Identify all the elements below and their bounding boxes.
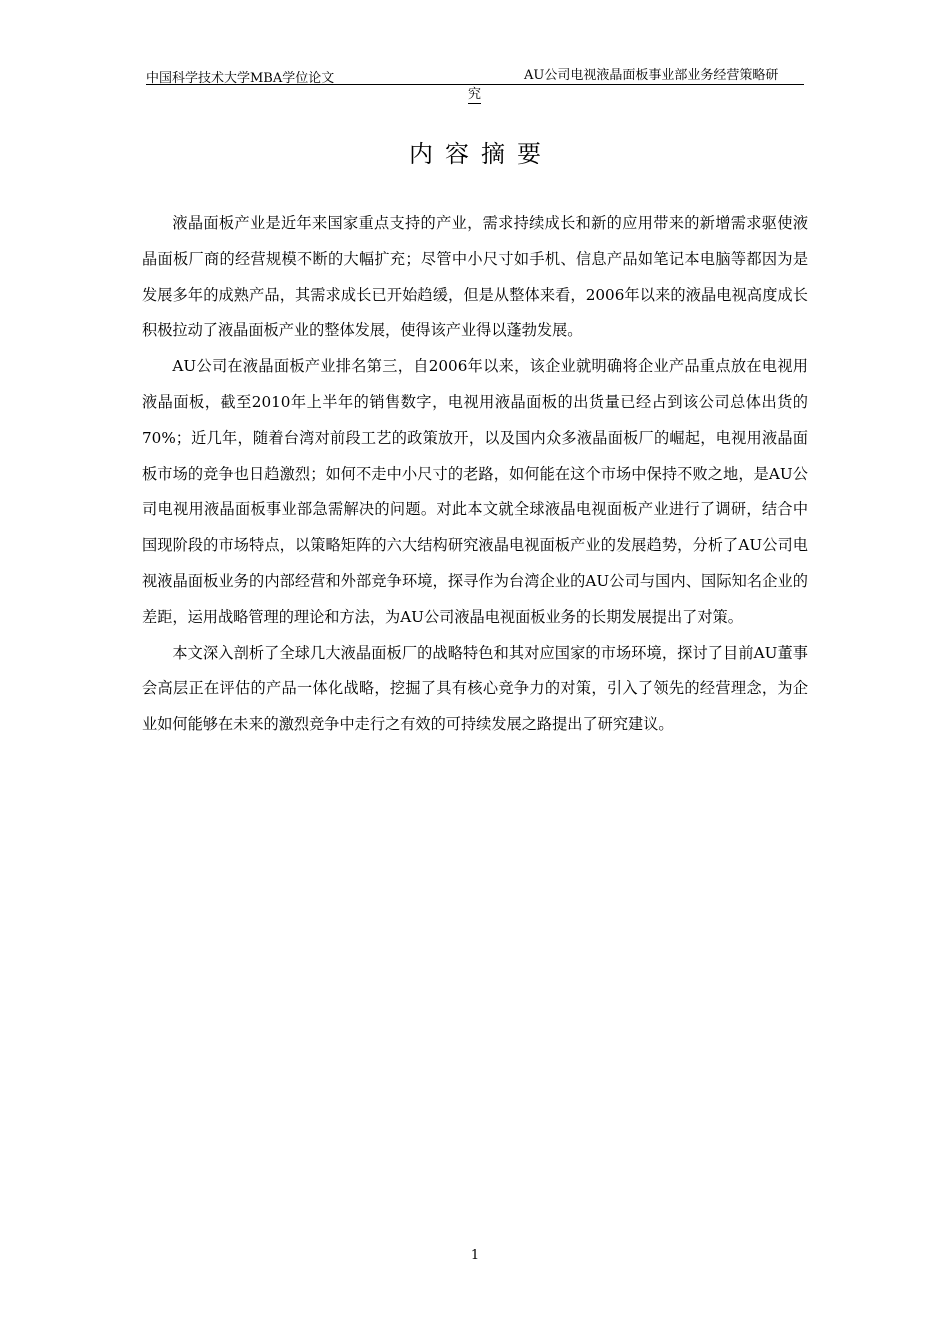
page-number: 1 (470, 1248, 480, 1263)
header-thesis-label: 中国科学技术大学MBA学位论文 (146, 71, 335, 86)
header-thesis-title-continued: 究 (468, 87, 482, 102)
header-thesis-title: AU公司电视液晶面板事业部业务经营策略研 (524, 68, 779, 83)
page-title: 内容摘要 (409, 140, 553, 168)
header-rule (146, 84, 804, 85)
running-header (146, 67, 806, 107)
abstract-paragraph: 液晶面板产业是近年来国家重点支持的产业，需求持续成长和新的应用带来的新增需求驱使液晶面板厂商的经营规模不断的大幅扩充；尽管中小尺寸如手机、信息产品如笔记本电脑等都因为是发展多年的成熟产品，其需求成长已开始趋缓，但是从整体来看，2006年以来的液晶电视高度成长积极拉动了液晶面板产业的整体发展，使得该产业得以蓬勃发展。 (142, 214, 808, 340)
abstract-body (142, 206, 808, 743)
abstract-paragraph: 本文深入剖析了全球几大液晶面板厂的战略特色和其对应国家的市场环境，探讨了目前AU董事会高层正在评估的产品一体化战略，挖掘了具有核心竞争力的对策，引入了领先的经营理念，为企业如何能够在未来的激烈竞争中走行之有效的可持续发展之路提出了研究建议。 (142, 643, 808, 734)
abstract-paragraph: AU公司在液晶面板产业排名第三，自2006年以来，该企业就明确将企业产品重点放在电视用液晶面板，截至2010年上半年的销售数字，电视用液晶面板的出货量已经占到该公司总体出货的70%；近几年，随着台湾对前段工艺的政策放开，以及国内众多液晶面板厂的崛起，电视用液晶面板市场的竞争也日趋激烈；如何不走中小尺寸的老路，如何能在这个市场中保持不败之地，是AU公司电视用液晶面板事业部急需解决的问题。对此本文就全球液晶电视面板产业进行了调研，结合中国现阶段的市场特点，以策略矩阵的六大结构研究液晶电视面板产业的发展趋势，分析了AU公司电视液晶面板业务的内部经营和外部竞争环境，探寻作为台湾企业的AU公司与国内、国际知名企业的差距，运用战略管理的理论和方法，为AU公司液晶电视面板业务的长期发展提出了对策。 (142, 357, 808, 626)
